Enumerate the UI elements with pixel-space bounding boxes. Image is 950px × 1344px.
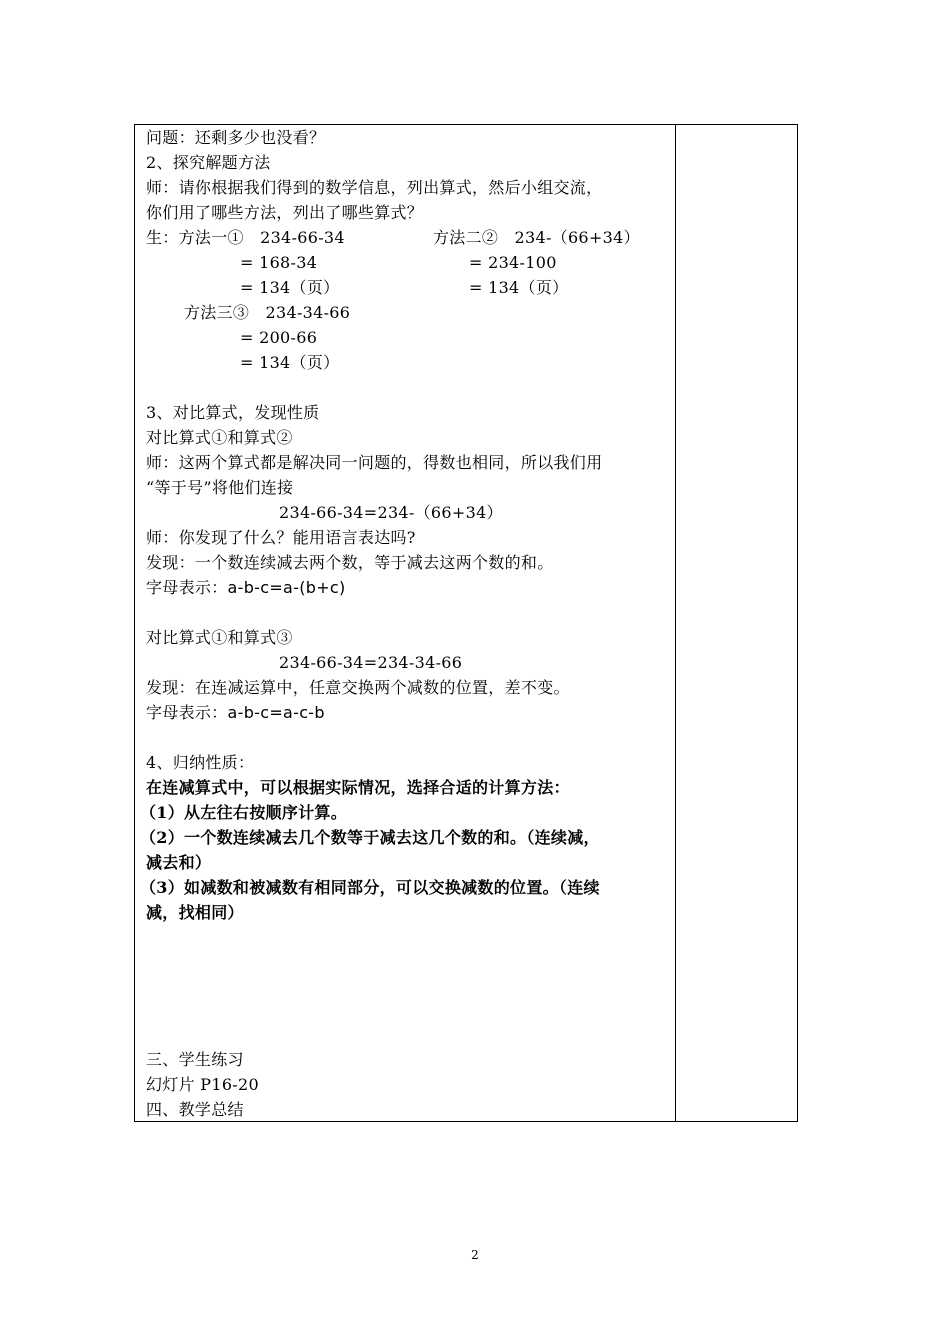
summary-item-2-line-1: （2）一个数连续减去几个数等于减去这几个数的和。（连续减， xyxy=(140,828,600,847)
method-2-line-2: = 234-100 xyxy=(469,253,557,272)
method-3-line-3: = 134（页） xyxy=(240,353,340,372)
compare-1-2: 对比算式①和算式② xyxy=(146,428,293,447)
method-2-line-3: = 134（页） xyxy=(469,278,569,297)
method-3-line-1: 方法三③ 234-34-66 xyxy=(184,303,351,322)
teacher-question: 师：你发现了什么？能用语言表达吗? xyxy=(146,528,416,547)
section-2-heading: 2、探究解题方法 xyxy=(146,153,271,172)
lesson-table xyxy=(134,124,798,1122)
method-1-line-3: = 134（页） xyxy=(240,278,340,297)
finding-2: 发现：在连减运算中，任意交换两个减数的位置，差不变。 xyxy=(146,678,570,697)
equation-2: 234-66-34=234-34-66 xyxy=(279,653,463,672)
page-number: 2 xyxy=(471,1248,479,1262)
teacher-explain-line-2: “等于号”将他们连接 xyxy=(146,478,294,497)
letter-formula-1: a-b-c=a-(b+c) xyxy=(227,578,346,597)
finding-1: 发现：一个数连续减去两个数，等于减去这两个数的和。 xyxy=(146,553,554,572)
method-1-line-2: = 168-34 xyxy=(240,253,318,272)
letter-formula-2: a-b-c=a-c-b xyxy=(227,703,325,722)
summary-item-2-line-2: 减去和） xyxy=(146,853,212,872)
summary-item-1: （1）从左往右按顺序计算。 xyxy=(140,803,348,822)
teacher-prompt-line-1: 师：请你根据我们得到的数学信息，列出算式，然后小组交流， xyxy=(146,178,603,197)
section-4-heading: 4、归纳性质： xyxy=(146,753,255,772)
letter-form-1 xyxy=(146,575,346,600)
section-3-heading: 3、对比算式，发现性质 xyxy=(146,403,320,422)
summary-item-3-line-1: （3）如减数和被减数有相同部分，可以交换减数的位置。（连续 xyxy=(140,878,600,897)
method-2-line-1: 方法二② 234-（66+34） xyxy=(433,228,640,247)
equation-1: 234-66-34=234-（66+34） xyxy=(279,503,503,522)
compare-1-3: 对比算式①和算式③ xyxy=(146,628,293,647)
part-4-heading: 四、教学总结 xyxy=(146,1100,244,1119)
table-column-divider xyxy=(675,124,676,1122)
question-line: 问题：还剩多少也没看？ xyxy=(146,128,326,147)
letter-form-label: 字母表示： xyxy=(146,703,228,722)
letter-form-label: 字母表示： xyxy=(146,578,228,597)
letter-form-2 xyxy=(146,700,325,725)
teacher-explain-line-1: 师：这两个算式都是解决同一问题的，得数也相同，所以我们用 xyxy=(146,453,603,472)
method-3-line-2: = 200-66 xyxy=(240,328,318,347)
summary-item-3-line-2: 减，找相同） xyxy=(146,903,244,922)
part-3-slides: 幻灯片 P16-20 xyxy=(146,1075,259,1094)
part-3-heading: 三、学生练习 xyxy=(146,1050,244,1069)
summary-intro: 在连减算式中，可以根据实际情况，选择合适的计算方法： xyxy=(146,778,570,797)
teacher-prompt-line-2: 你们用了哪些方法，列出了哪些算式？ xyxy=(146,203,424,222)
method-1-line-1: 生：方法一① 234-66-34 xyxy=(146,228,345,247)
